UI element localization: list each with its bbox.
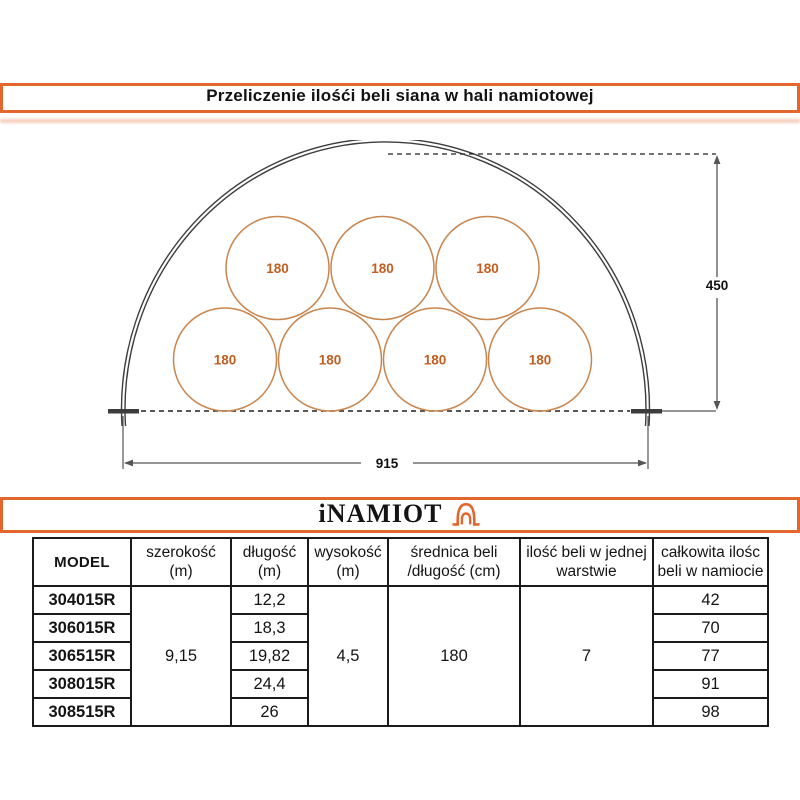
szerokosc-cell: 9,15 [131,586,231,726]
arch-outer-line [122,140,650,426]
calkowita-cell: 77 [653,642,768,670]
bale-diameter-label: 180 [423,352,447,368]
width-dim-label: 915 [375,456,399,471]
model-cell: 304015R [33,586,131,614]
title-bottom-rule [0,110,800,113]
srednica-cell: 180 [388,586,520,726]
dlugosc-cell: 24,4 [231,670,308,698]
bales-group [174,217,592,412]
calkowita-cell: 42 [653,586,768,614]
brand-logo-text: iNAMIOT [318,498,443,528]
column-header: całkowita ilośc beli w namiocie [653,538,768,586]
column-header: średnica beli /długość (cm) [388,538,520,586]
height-dim-label: 450 [705,278,729,293]
model-cell: 308015R [33,670,131,698]
left-foot-plate [108,409,139,414]
spec-table-header-row [33,538,768,586]
model-cell: 308515R [33,698,131,726]
spec-table [32,537,769,727]
arch-inner-line [125,142,646,426]
bale-diameter-label: 180 [266,261,289,276]
page-title: Przeliczenie ilośći beli siana w hali namiotowej [206,86,594,105]
tent-arch-icon [450,500,482,527]
dlugosc-cell: 19,82 [231,642,308,670]
model-cell: 306515R [33,642,131,670]
title-faint-rule [0,119,800,123]
height-dim-arrow-down [714,401,721,410]
bale-diameter-label: 180 [213,352,237,368]
bale-diameter-label: 180 [371,261,394,276]
calkowita-cell: 98 [653,698,768,726]
height-dim-arrow-up [714,155,721,164]
bale-diameter-label: 180 [528,352,552,368]
ilosc-warstwa-cell: 7 [520,586,653,726]
width-dim-arrow-left [124,460,133,467]
logo-bottom-rule [0,530,800,533]
dlugosc-cell: 26 [231,698,308,726]
calkowita-cell: 91 [653,670,768,698]
dlugosc-cell: 18,3 [231,614,308,642]
brand-logo [0,497,800,530]
tent-icon-door [461,514,469,525]
column-header: szerokość (m) [131,538,231,586]
tent-cross-section-diagram [0,140,800,485]
bale-diameter-label: 180 [476,261,499,276]
wysokosc-cell: 4,5 [308,586,388,726]
table-row [33,586,768,614]
width-dim-arrow-right [638,460,647,467]
column-header: wysokość (m) [308,538,388,586]
calkowita-cell: 70 [653,614,768,642]
model-cell: 306015R [33,614,131,642]
column-header: ilość beli w jednej warstwie [520,538,653,586]
bale-diameter-label: 180 [318,352,342,368]
spec-table-body [33,586,768,726]
column-header: MODEL [33,538,131,586]
dlugosc-cell: 12,2 [231,586,308,614]
column-header: długość (m) [231,538,308,586]
right-foot-plate [631,409,662,414]
